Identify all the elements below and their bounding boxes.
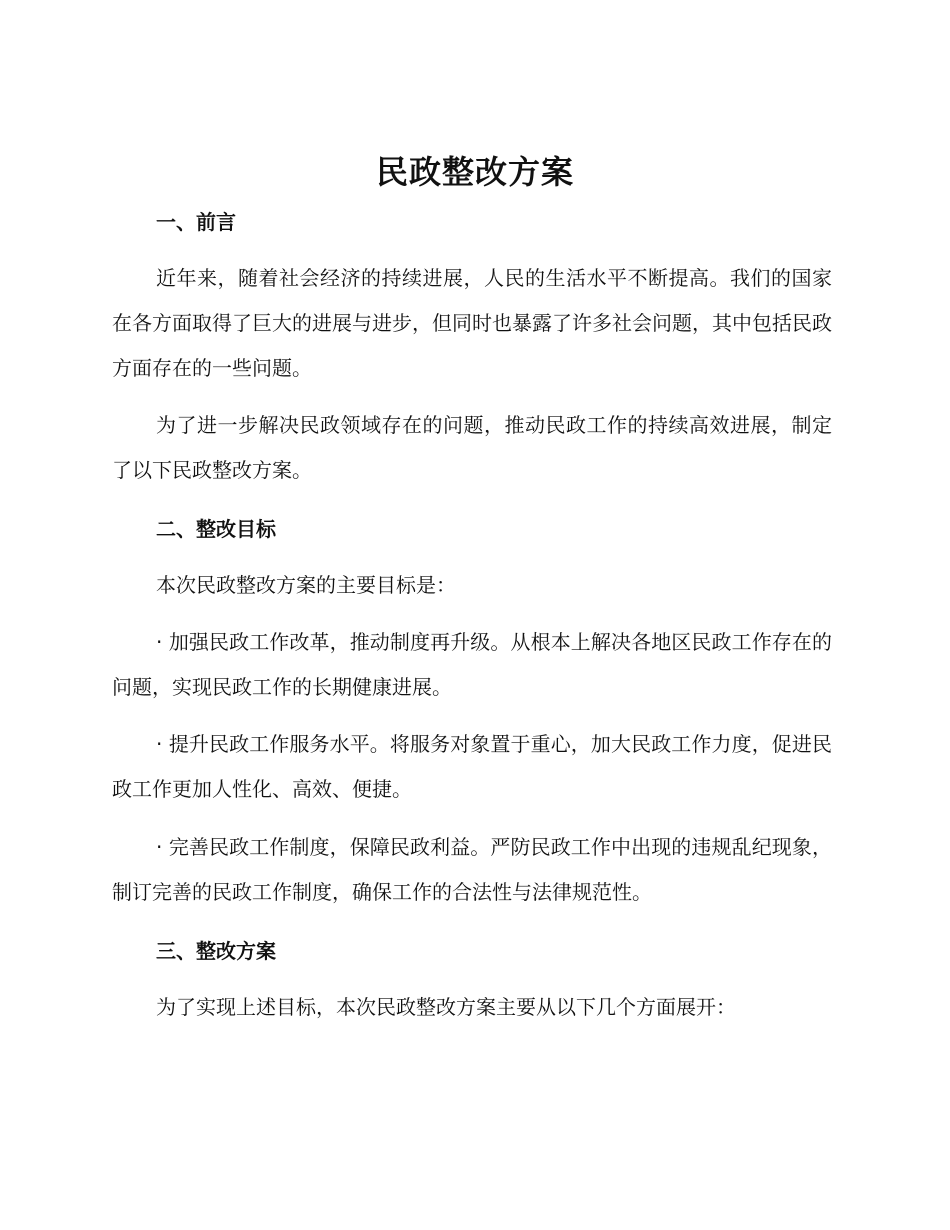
list-item-goal-1: · 加强民政工作改革，推动制度再升级。从根本上解决各地区民政工作存在的问题，实现民政工作的长期健康进展。 — [112, 630, 832, 699]
document-title: 民政整改方案 — [375, 153, 574, 191]
list-item-goal-3: · 完善民政工作制度，保障民政利益。严防民政工作中出现的违规乱纪现象，制订完善的民政工作制度，确保工作的合法性与法律规范性。 — [112, 835, 832, 904]
paragraph-preface-1: 近年来，随着社会经济的持续进展，人民的生活水平不断提高。我们的国家在各方面取得了巨大的进展与进步，但同时也暴露了许多社会问题，其中包括民政方面存在的一些问题。 — [112, 266, 832, 380]
section-heading-plan: 三、整改方案 — [156, 939, 276, 963]
paragraph-goals-intro: 本次民政整改方案的主要目标是： — [156, 573, 456, 597]
list-item-goal-2: · 提升民政工作服务水平。将服务对象置于重心，加大民政工作力度，促进民政工作更加人性化、高效、便捷。 — [112, 732, 832, 801]
paragraph-plan-intro: 为了实现上述目标，本次民政整改方案主要从以下几个方面展开： — [156, 995, 736, 1019]
paragraph-preface-2: 为了进一步解决民政领域存在的问题，推动民政工作的持续高效进展，制定了以下民政整改方案。 — [112, 413, 832, 482]
section-heading-goals: 二、整改目标 — [156, 517, 276, 541]
section-heading-preface: 一、前言 — [156, 210, 236, 234]
